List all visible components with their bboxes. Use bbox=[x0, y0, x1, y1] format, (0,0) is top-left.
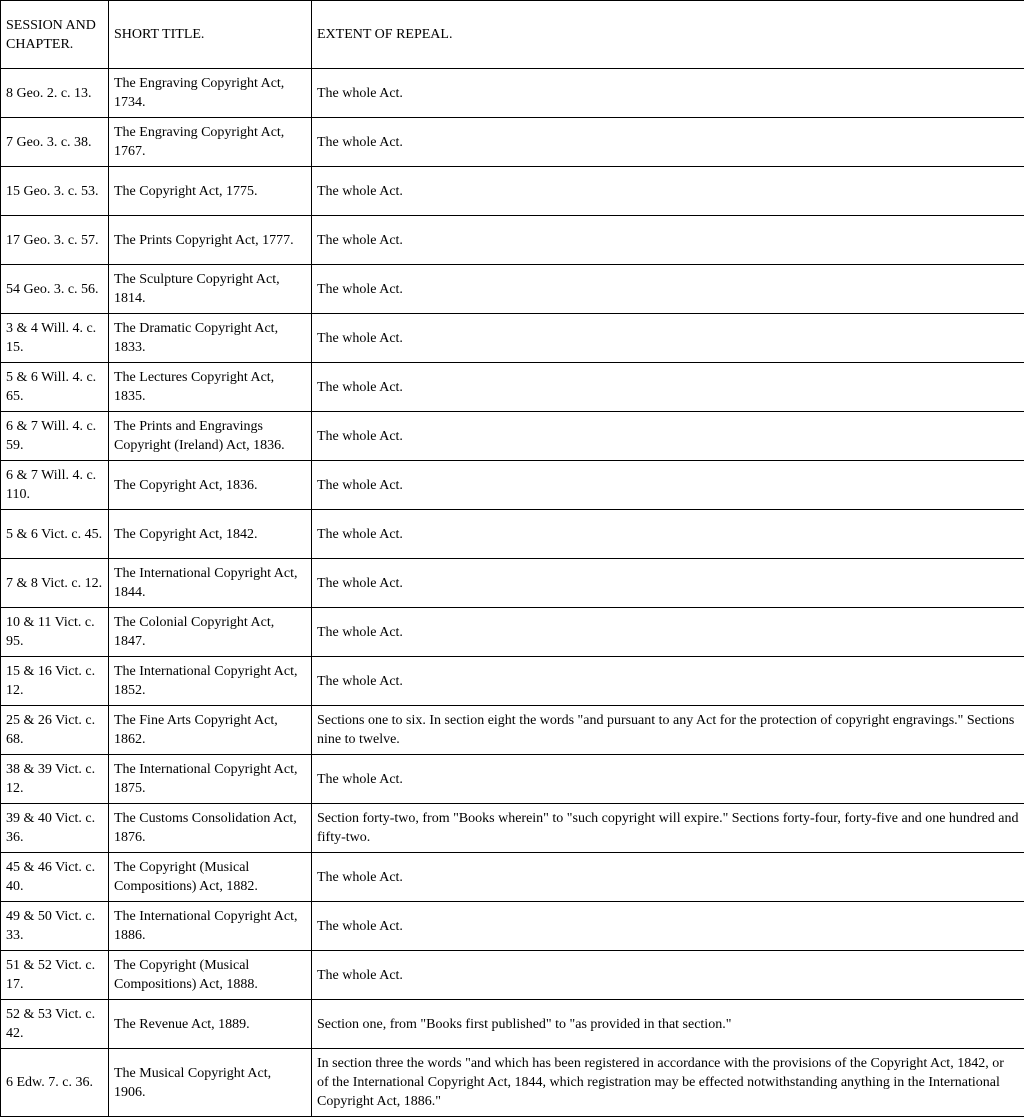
table-row bbox=[1, 804, 1024, 853]
short-title-cell: The Colonial Copyright Act, 1847. bbox=[109, 608, 312, 657]
table-row bbox=[1, 853, 1024, 902]
short-title-cell: The Copyright Act, 1775. bbox=[109, 167, 312, 216]
extent-cell: In section three the words "and which has been registered in accordance with the provisions of the Copyright Act, 1842, or of the International Copyright Act, 1844, which registration may be effected notwithstanding anything in the International Copyright Act, 1886." bbox=[312, 1049, 1024, 1117]
session-cell: 38 & 39 Vict. c. 12. bbox=[1, 755, 109, 804]
short-title-cell: The Revenue Act, 1889. bbox=[109, 1000, 312, 1049]
header-session: SESSION AND CHAPTER. bbox=[1, 1, 109, 69]
extent-cell: The whole Act. bbox=[312, 559, 1024, 608]
short-title-cell: The Prints Copyright Act, 1777. bbox=[109, 216, 312, 265]
table-row bbox=[1, 1000, 1024, 1049]
extent-cell: Sections one to six. In section eight the words "and pursuant to any Act for the protection of copyright engravings." Sections nine to twelve. bbox=[312, 706, 1024, 755]
session-cell: 6 Edw. 7. c. 36. bbox=[1, 1049, 109, 1117]
short-title-cell: The Customs Consolidation Act, 1876. bbox=[109, 804, 312, 853]
short-title-cell: The Copyright Act, 1842. bbox=[109, 510, 312, 559]
session-cell: 8 Geo. 2. c. 13. bbox=[1, 69, 109, 118]
table-row bbox=[1, 461, 1024, 510]
session-cell: 51 & 52 Vict. c. 17. bbox=[1, 951, 109, 1000]
table-row bbox=[1, 902, 1024, 951]
session-cell: 10 & 11 Vict. c. 95. bbox=[1, 608, 109, 657]
table-row bbox=[1, 608, 1024, 657]
table-row bbox=[1, 216, 1024, 265]
extent-cell: The whole Act. bbox=[312, 951, 1024, 1000]
short-title-cell: The International Copyright Act, 1852. bbox=[109, 657, 312, 706]
session-cell: 17 Geo. 3. c. 57. bbox=[1, 216, 109, 265]
table-row bbox=[1, 118, 1024, 167]
session-cell: 3 & 4 Will. 4. c. 15. bbox=[1, 314, 109, 363]
short-title-cell: The International Copyright Act, 1886. bbox=[109, 902, 312, 951]
short-title-cell: The Fine Arts Copyright Act, 1862. bbox=[109, 706, 312, 755]
session-cell: 39 & 40 Vict. c. 36. bbox=[1, 804, 109, 853]
extent-cell: The whole Act. bbox=[312, 853, 1024, 902]
session-cell: 5 & 6 Vict. c. 45. bbox=[1, 510, 109, 559]
table-row bbox=[1, 412, 1024, 461]
session-cell: 45 & 46 Vict. c. 40. bbox=[1, 853, 109, 902]
short-title-cell: The International Copyright Act, 1844. bbox=[109, 559, 312, 608]
session-cell: 52 & 53 Vict. c. 42. bbox=[1, 1000, 109, 1049]
table-row bbox=[1, 314, 1024, 363]
extent-cell: The whole Act. bbox=[312, 216, 1024, 265]
table-row bbox=[1, 657, 1024, 706]
table-row bbox=[1, 755, 1024, 804]
short-title-cell: The Musical Copyright Act, 1906. bbox=[109, 1049, 312, 1117]
short-title-cell: The Copyright Act, 1836. bbox=[109, 461, 312, 510]
header-row bbox=[1, 1, 1024, 69]
extent-cell: The whole Act. bbox=[312, 118, 1024, 167]
short-title-cell: The Sculpture Copyright Act, 1814. bbox=[109, 265, 312, 314]
table-row bbox=[1, 559, 1024, 608]
table-row bbox=[1, 167, 1024, 216]
table-row bbox=[1, 363, 1024, 412]
header-short-title: SHORT TITLE. bbox=[109, 1, 312, 69]
extent-cell: The whole Act. bbox=[312, 167, 1024, 216]
short-title-cell: The Copyright (Musical Compositions) Act, 1882. bbox=[109, 853, 312, 902]
session-cell: 54 Geo. 3. c. 56. bbox=[1, 265, 109, 314]
short-title-cell: The Copyright (Musical Compositions) Act, 1888. bbox=[109, 951, 312, 1000]
extent-cell: Section forty-two, from "Books wherein" to "such copyright will expire." Sections forty-four, forty-five and one hundred and fifty-two. bbox=[312, 804, 1024, 853]
session-cell: 6 & 7 Will. 4. c. 110. bbox=[1, 461, 109, 510]
short-title-cell: The Lectures Copyright Act, 1835. bbox=[109, 363, 312, 412]
short-title-cell: The Engraving Copyright Act, 1734. bbox=[109, 69, 312, 118]
extent-cell: The whole Act. bbox=[312, 265, 1024, 314]
table-row bbox=[1, 510, 1024, 559]
extent-cell: The whole Act. bbox=[312, 755, 1024, 804]
short-title-cell: The International Copyright Act, 1875. bbox=[109, 755, 312, 804]
table-body bbox=[1, 69, 1024, 1117]
session-cell: 15 & 16 Vict. c. 12. bbox=[1, 657, 109, 706]
extent-cell: The whole Act. bbox=[312, 314, 1024, 363]
extent-cell: The whole Act. bbox=[312, 608, 1024, 657]
session-cell: 7 Geo. 3. c. 38. bbox=[1, 118, 109, 167]
table-row bbox=[1, 265, 1024, 314]
short-title-cell: The Engraving Copyright Act, 1767. bbox=[109, 118, 312, 167]
short-title-cell: The Prints and Engravings Copyright (Ireland) Act, 1836. bbox=[109, 412, 312, 461]
extent-cell: The whole Act. bbox=[312, 412, 1024, 461]
table-row bbox=[1, 706, 1024, 755]
session-cell: 15 Geo. 3. c. 53. bbox=[1, 167, 109, 216]
table-row bbox=[1, 1049, 1024, 1117]
session-cell: 7 & 8 Vict. c. 12. bbox=[1, 559, 109, 608]
extent-cell: The whole Act. bbox=[312, 902, 1024, 951]
session-cell: 5 & 6 Will. 4. c. 65. bbox=[1, 363, 109, 412]
extent-cell: The whole Act. bbox=[312, 363, 1024, 412]
extent-cell: The whole Act. bbox=[312, 461, 1024, 510]
table-row bbox=[1, 69, 1024, 118]
header-extent: EXTENT OF REPEAL. bbox=[312, 1, 1024, 69]
session-cell: 49 & 50 Vict. c. 33. bbox=[1, 902, 109, 951]
short-title-cell: The Dramatic Copyright Act, 1833. bbox=[109, 314, 312, 363]
extent-cell: The whole Act. bbox=[312, 510, 1024, 559]
extent-cell: Section one, from "Books first published" to "as provided in that section." bbox=[312, 1000, 1024, 1049]
table-row bbox=[1, 951, 1024, 1000]
extent-cell: The whole Act. bbox=[312, 69, 1024, 118]
extent-cell: The whole Act. bbox=[312, 657, 1024, 706]
session-cell: 6 & 7 Will. 4. c. 59. bbox=[1, 412, 109, 461]
session-cell: 25 & 26 Vict. c. 68. bbox=[1, 706, 109, 755]
